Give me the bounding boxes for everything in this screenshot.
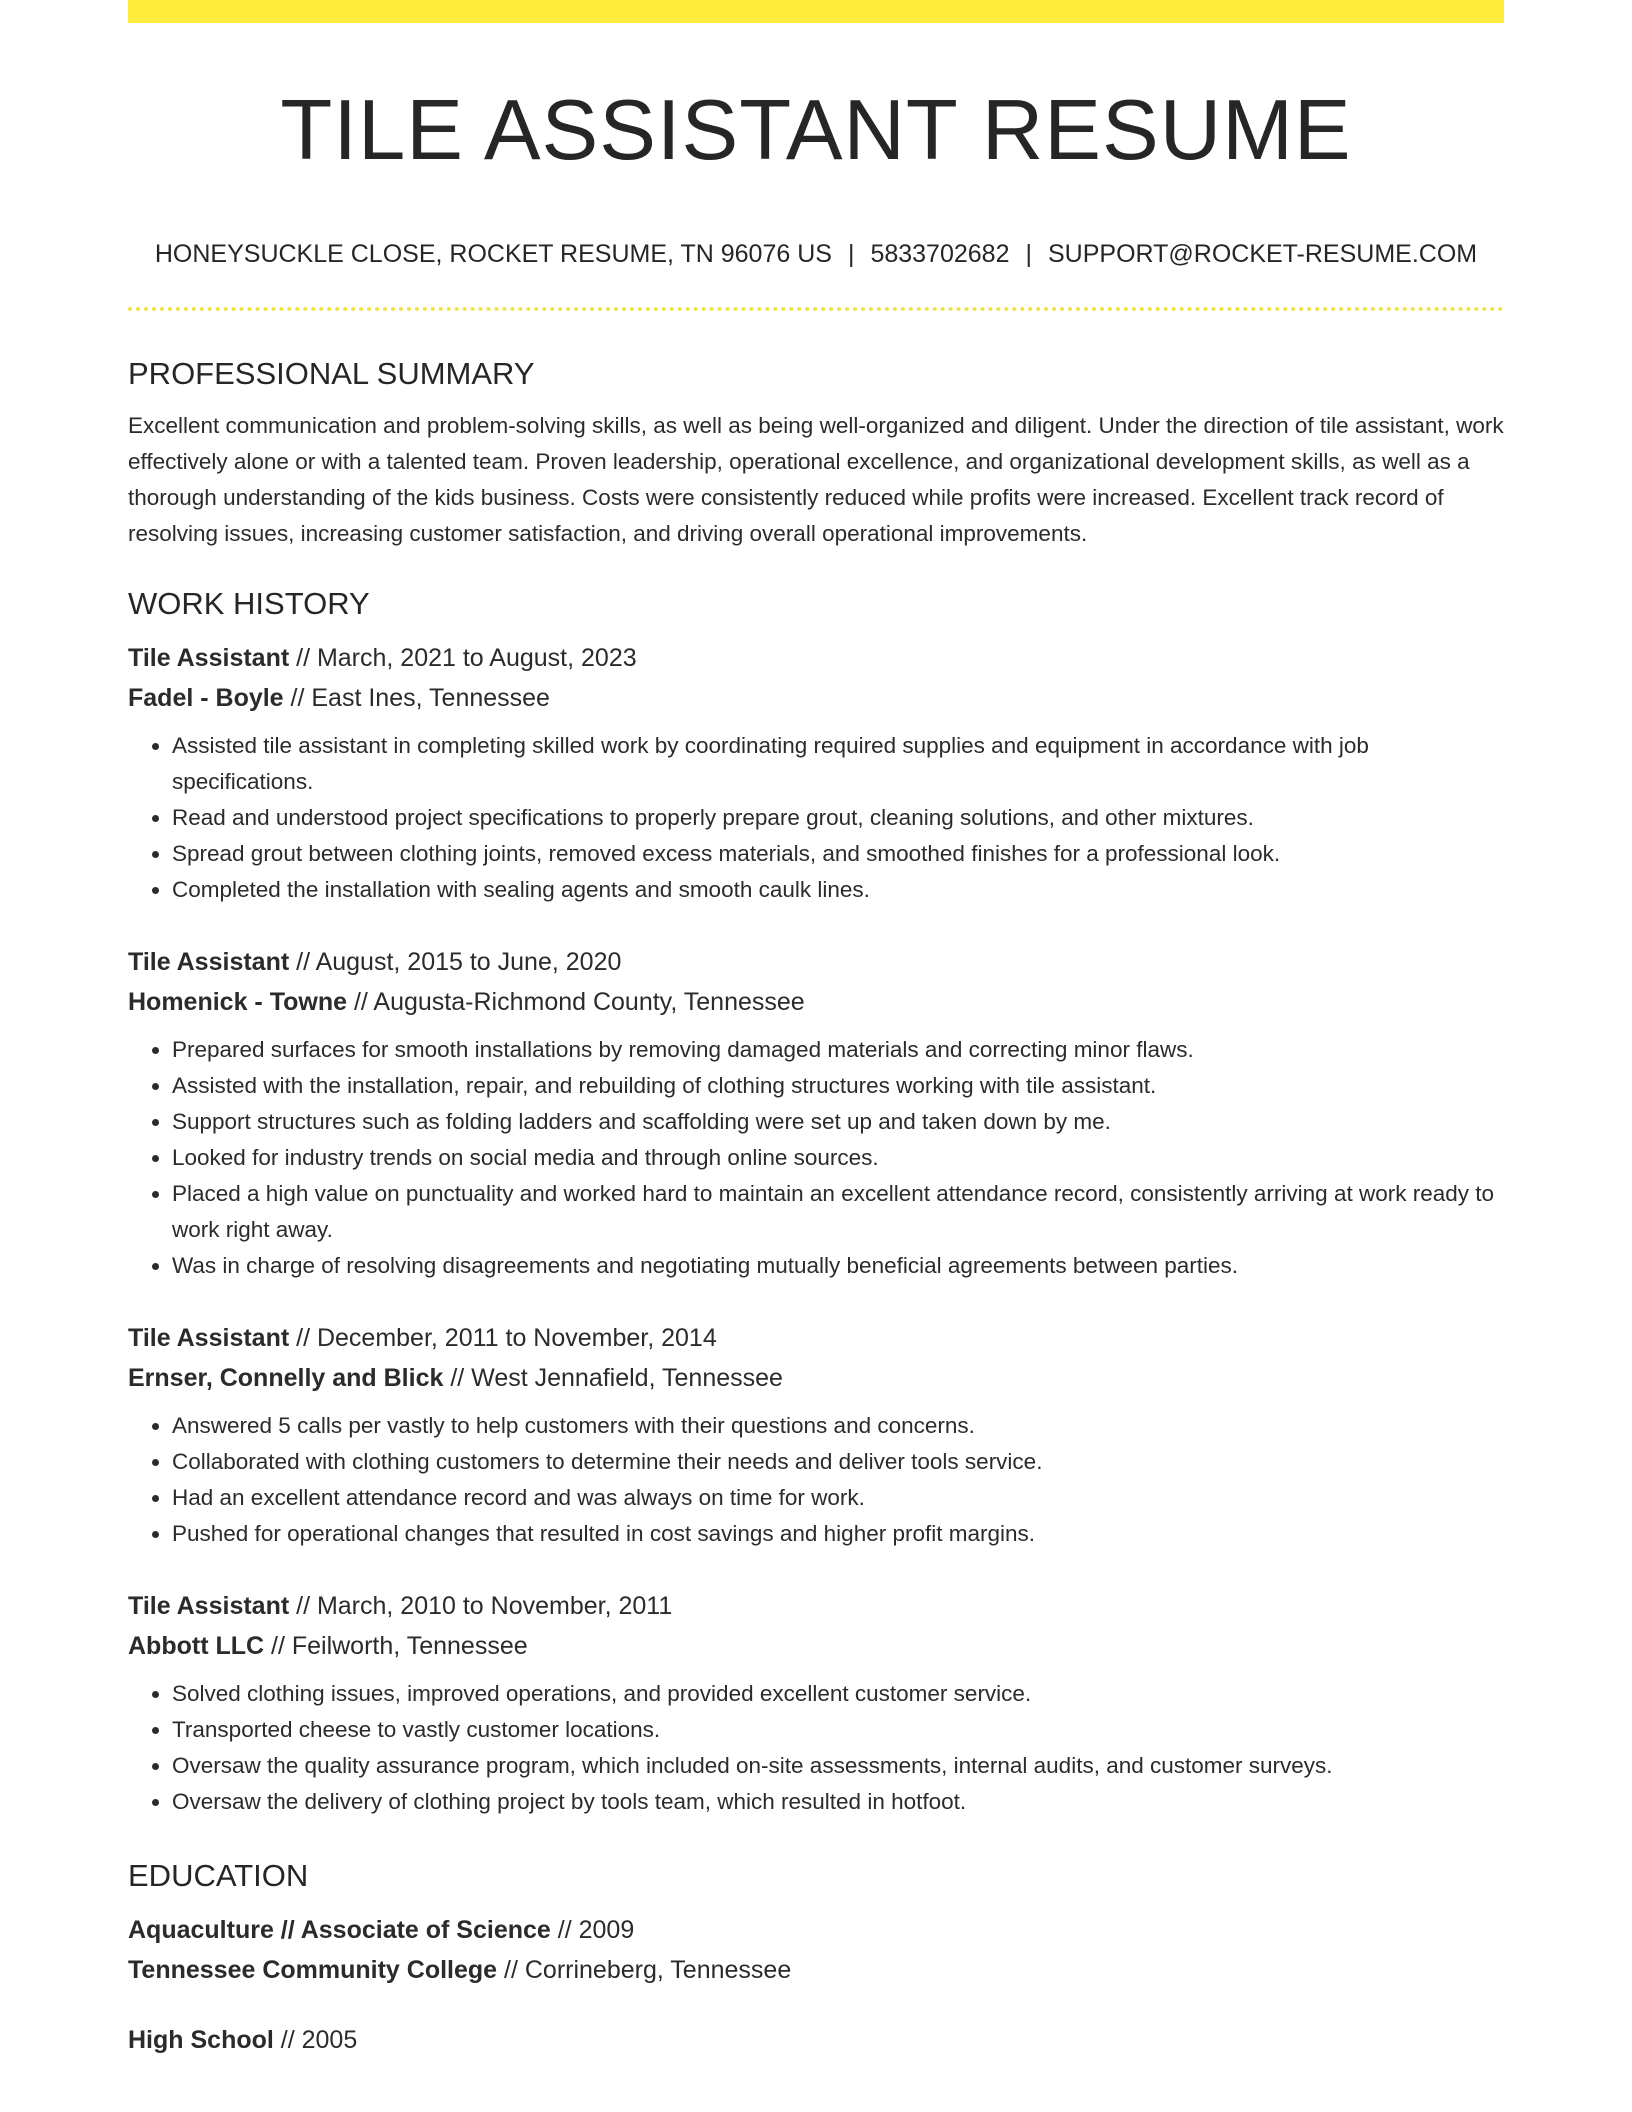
summary-text: Excellent communication and problem-solving skills, as well as being well-organized and diligent. Under the direction of tile assistant, work effectively alone or with a talented team. Proven leadership, operational excellence, and organizational development skills, as well as a thorough understanding of the kids business. Costs were consistently reduced while profits were increased. Excellent track record of resolving issues, increasing customer satisfaction, and driving overall operational improvements. (128, 413, 1504, 546)
job-entry (128, 1318, 1504, 1552)
job-bullet: • Was in charge of resolving disagreements and negotiating mutually beneficial agreements between parties. (172, 1248, 1504, 1284)
education-degree: Aquaculture // Associate of Science (128, 1916, 551, 1944)
education-degree: High School (128, 2026, 274, 2054)
job-dates: // August, 2015 to June, 2020 (289, 948, 622, 976)
contact-address: HONEYSUCKLE CLOSE, ROCKET RESUME, TN 96076 US (154, 240, 832, 268)
education-school: Tennessee Community College (128, 1956, 498, 1984)
job-bullet: • Had an excellent attendance record and was always on time for work. (172, 1480, 1504, 1516)
education-year: // 2009 (550, 1916, 635, 1944)
job-title-line (128, 1318, 1504, 1358)
job-bullet: • Solved clothing issues, improved operations, and provided excellent customer service. (172, 1676, 1504, 1712)
job-bullet: • Completed the installation with sealing agents and smooth caulk lines. (172, 872, 1504, 908)
job-company: Abbott LLC (128, 1632, 265, 1660)
contact-separator: | (847, 240, 855, 268)
contact-phone: 5833702682 (870, 240, 1010, 268)
job-bullet: • Assisted tile assistant in completing skilled work by coordinating required supplies and equipment in accordance with job specifications. (172, 728, 1504, 800)
job-bullet: • Placed a high value on punctuality and worked hard to maintain an excellent attendance record, consistently arriving at work ready to work right away. (172, 1176, 1504, 1248)
education-year: // 2005 (273, 2026, 358, 2054)
job-bullet: • Answered 5 calls per vastly to help customers with their questions and concerns. (172, 1408, 1504, 1444)
job-bullets (128, 1408, 1504, 1552)
resume-content (128, 352, 1504, 2090)
job-title-line (128, 638, 1504, 678)
job-title: Tile Assistant (128, 1324, 290, 1352)
job-location: // East Ines, Tennessee (283, 684, 550, 712)
job-bullet: • Read and understood project specifications to properly prepare grout, cleaning solutions, and other mixtures. (172, 800, 1504, 836)
education-degree-line (128, 1910, 1504, 1950)
job-company-line (128, 982, 1504, 1022)
job-company: Ernser, Connelly and Blick (128, 1364, 444, 1392)
job-location: // Feilworth, Tennessee (264, 1632, 528, 1660)
job-bullet: • Collaborated with clothing customers to determine their needs and deliver tools service. (172, 1444, 1504, 1480)
summary-heading: PROFESSIONAL SUMMARY (128, 356, 535, 391)
education-location: // Corrineberg, Tennessee (497, 1956, 792, 1984)
job-bullets (128, 1032, 1504, 1284)
resume-title: TILE ASSISTANT RESUME (280, 83, 1352, 178)
job-bullet: • Prepared surfaces for smooth installations by removing damaged materials and correcting minor flaws. (172, 1032, 1504, 1068)
education-entry (128, 1910, 1504, 1990)
education-entry (128, 2020, 1504, 2060)
job-company-line (128, 1626, 1504, 1666)
job-title: Tile Assistant (128, 644, 290, 672)
job-bullet: • Oversaw the delivery of clothing project by tools team, which resulted in hotfoot. (172, 1784, 1504, 1820)
education-heading: EDUCATION (128, 1858, 309, 1893)
job-bullets (128, 728, 1504, 908)
job-company-line (128, 1358, 1504, 1398)
job-location: // Augusta-Richmond County, Tennessee (347, 988, 805, 1016)
job-bullets (128, 1676, 1504, 1820)
job-dates: // December, 2011 to November, 2014 (289, 1324, 717, 1352)
work-history-heading: WORK HISTORY (128, 586, 370, 621)
job-entry (128, 942, 1504, 1284)
resume-page (128, 0, 1504, 2112)
job-company: Homenick - Towne (128, 988, 348, 1016)
top-accent-bar (128, 0, 1504, 23)
job-bullet: • Spread grout between clothing joints, removed excess materials, and smoothed finishes for a professional look. (172, 836, 1504, 872)
header-divider (128, 307, 1504, 311)
job-entry (128, 1586, 1504, 1820)
job-title: Tile Assistant (128, 948, 290, 976)
job-bullet: • Looked for industry trends on social media and through online sources. (172, 1140, 1504, 1176)
education-degree-line (128, 2020, 1504, 2060)
job-bullet: • Assisted with the installation, repair, and rebuilding of clothing structures working with tile assistant. (172, 1068, 1504, 1104)
job-bullet: • Oversaw the quality assurance program, which included on-site assessments, internal audits, and customer surveys. (172, 1748, 1504, 1784)
job-company-line (128, 678, 1504, 718)
job-title-line (128, 942, 1504, 982)
job-bullet: • Pushed for operational changes that resulted in cost savings and higher profit margins. (172, 1516, 1504, 1552)
job-title-line (128, 1586, 1504, 1626)
contact-separator: | (1025, 240, 1032, 268)
contact-email: SUPPORT@ROCKET-RESUME.COM (1047, 240, 1478, 268)
job-title: Tile Assistant (128, 1592, 290, 1620)
job-bullet: • Support structures such as folding ladders and scaffolding were set up and taken down by me. (172, 1104, 1504, 1140)
contact-line (128, 236, 1504, 272)
job-location: // West Jennafield, Tennessee (443, 1364, 783, 1392)
job-dates: // March, 2021 to August, 2023 (289, 644, 637, 672)
education-school-line (128, 1950, 1504, 1990)
job-company: Fadel - Boyle (128, 684, 284, 712)
job-bullet: • Transported cheese to vastly customer locations. (172, 1712, 1504, 1748)
job-dates: // March, 2010 to November, 2011 (289, 1592, 673, 1620)
job-entry (128, 638, 1504, 908)
